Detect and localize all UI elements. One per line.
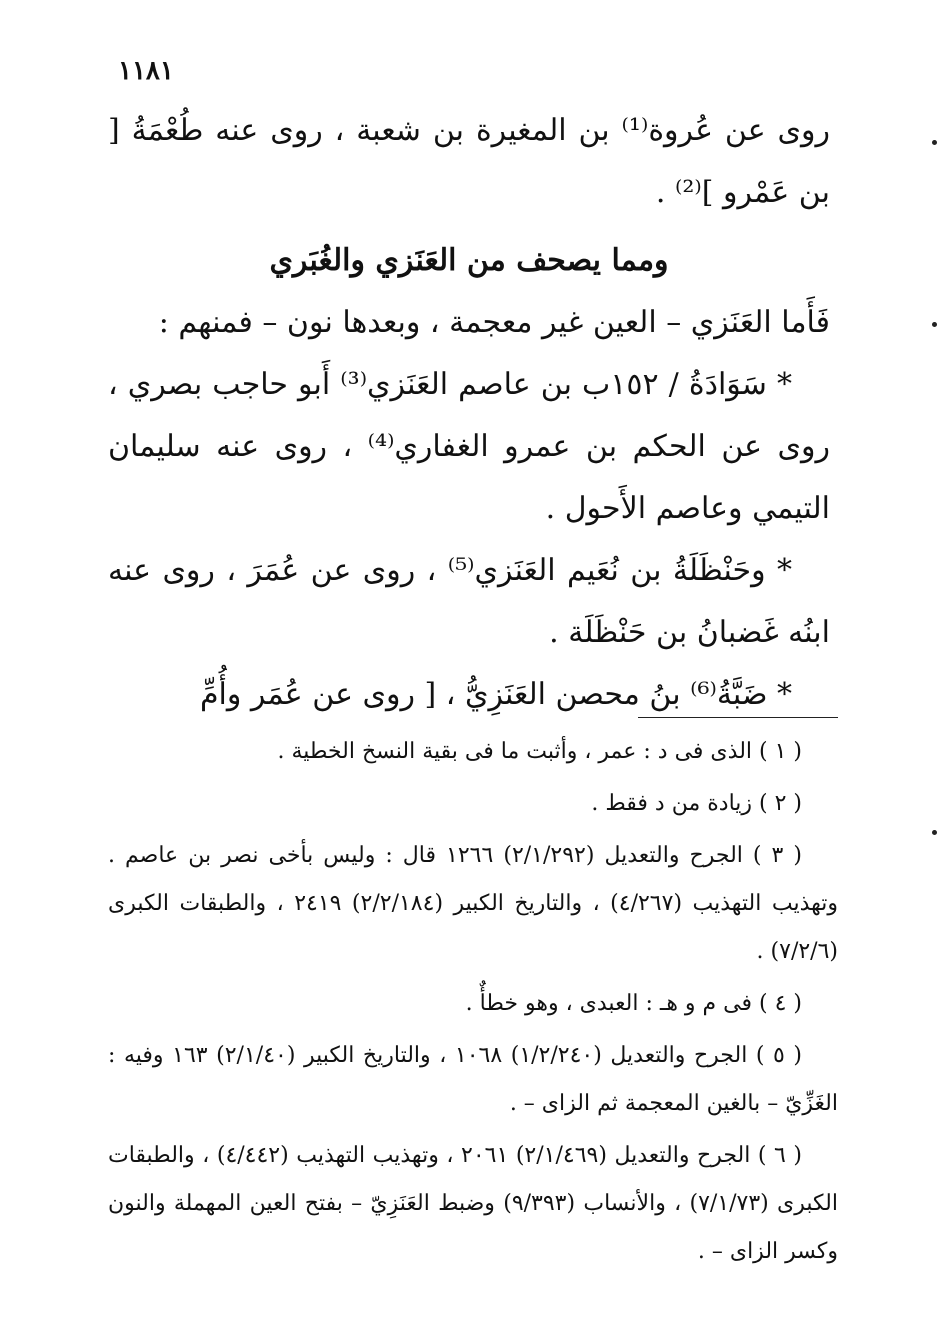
footnote-1: ( ١ ) الذى فى د : عمر ، وأثبت ما فى بقية النسخ الخطية . (277, 739, 802, 764)
section-heading: ومما يصحف من العَنَزي والغُبَري (269, 243, 669, 278)
section-intro: فَأَما العَنَزي – العين غير معجمة ، وبعدها نون – فمنهم : (158, 305, 830, 340)
entry-dabba: * ضَبَّةُ⁽⁶⁾ بنُ محصن العَنَزِيُّ ، [ روى عن عُمَر وأُمِّ (199, 677, 792, 712)
footnote-3: ( ٣ ) الجرح والتعديل (٢/١/٢٩٢) ١٢٦٦ قال : وليس بأخى نصر بن عاصم . وتهذيب التهذيب (٤/٢٦٧) ، والتاريخ الكبير (٢/٢/١٨٤) ٢٤١٩ ، والطبقات الكبرى (٧/٢/٦) . (108, 843, 839, 964)
footnote-2: ( ٢ ) زيادة من د فقط . (591, 791, 802, 816)
page-number: ١١٨١ (118, 56, 174, 86)
margin-mark (932, 830, 937, 835)
entry-sawada: * سَوَادَةُ / ١٥٢ب بن عاصم العَنَزي⁽³⁾ أَبو حاجب بصري ، روى عن الحكم بن عمرو الغفاري⁽⁴⁾ ، روى عنه سليمان التيمي وعاصم الأَحول . (108, 367, 831, 526)
footnote-divider (638, 717, 838, 718)
footnote-4: ( ٤ ) فى م و هـ : العبدى ، وهو خطأٌ . (465, 991, 802, 1016)
margin-mark (932, 140, 937, 145)
footnotes (108, 728, 838, 1280)
intro-paragraph: روى عن عُروة⁽¹⁾ بن المغيرة بن شعبة ، روى عنه طُعْمَةُ [ بن عَمْرو ]⁽²⁾ . (108, 113, 830, 210)
margin-mark (932, 322, 937, 327)
footnote-5: ( ٥ ) الجرح والتعديل (١/٢/٢٤٠) ١٠٦٨ ، والتاريخ الكبير (٢/١/٤٠) ١٦٣ وفيه : الغَزِّيّ – بالغين المعجمة ثم الزاى – . (108, 1043, 838, 1116)
main-text (108, 100, 830, 726)
entry-hanzala: * وحَنْظَلَةُ بن نُعَيم العَنَزي⁽⁵⁾ ، روى عن عُمَرَ ، روى عنه ابنُه غَضبانُ بن حَنْظَلَة . (108, 553, 830, 650)
footnote-6: ( ٦ ) الجرح والتعديل (٢/١/٤٦٩) ٢٠٦١ ، وتهذيب التهذيب (٤/٤٤٢) ، والطبقات الكبرى (٧/١/٧٣) ، والأنساب (٩/٣٩٣) وضبط العَنَزِيّ – بفتح العين المهملة والنون وكسر الزاى – . (108, 1143, 839, 1264)
